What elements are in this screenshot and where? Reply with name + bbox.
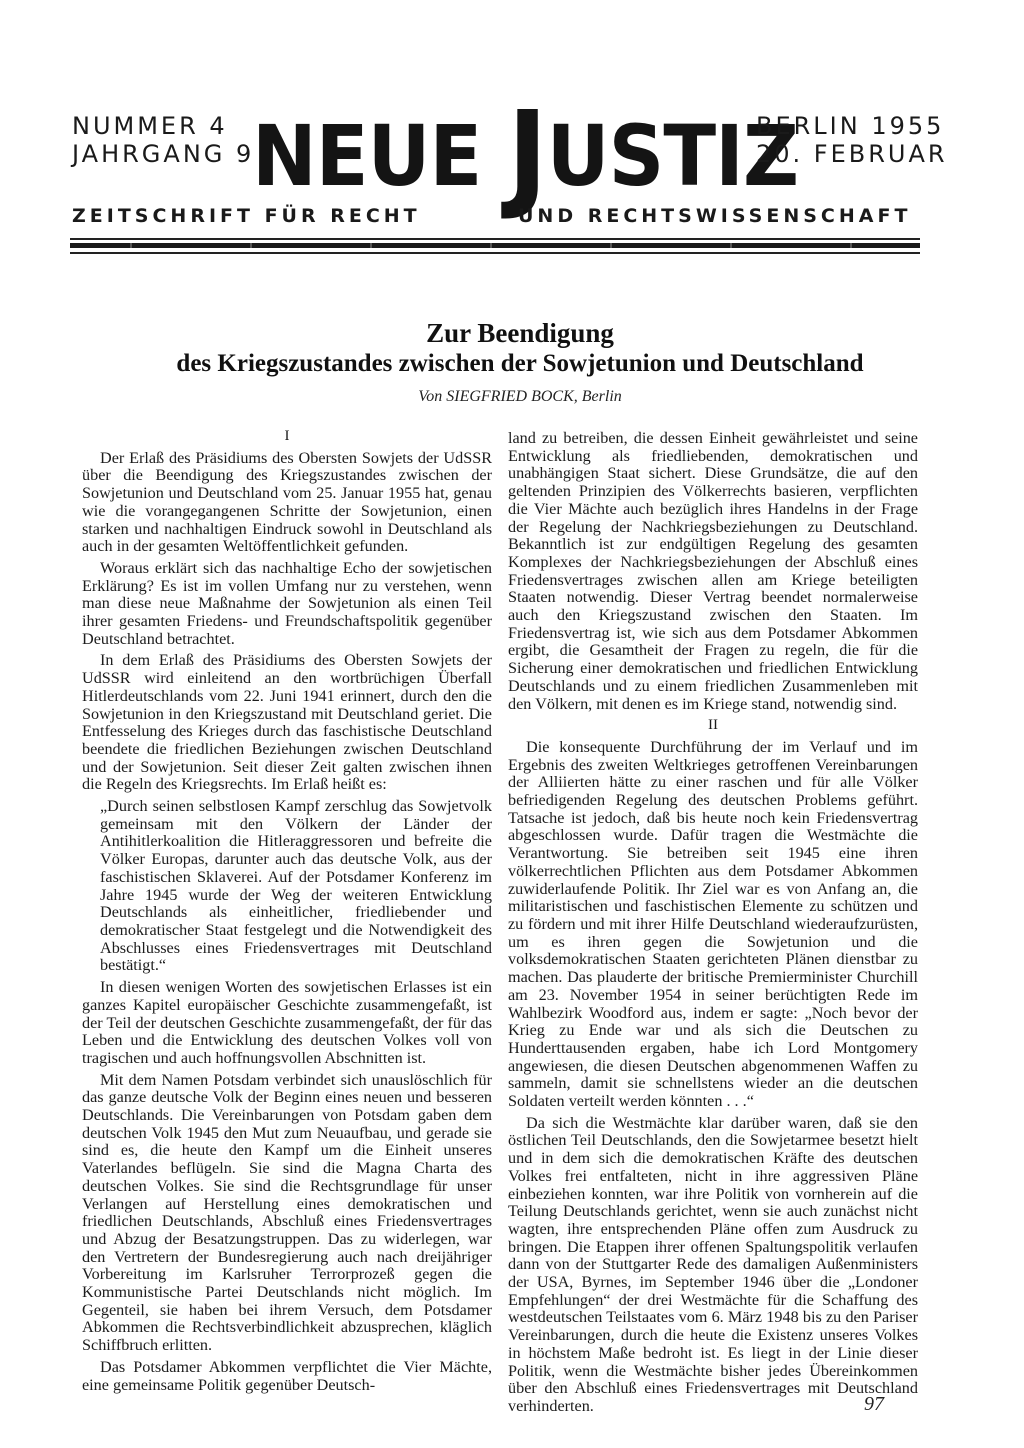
journal-subtitle-right: UND RECHTSWISSENSCHAFT <box>518 205 912 227</box>
issue-date: 20. FEBRUAR <box>756 140 948 168</box>
article-title-line1: Zur Beendigung <box>426 318 614 348</box>
logo-word-ustiz: USTIZ <box>546 107 799 205</box>
section-numeral-2: II <box>708 717 718 734</box>
masthead-rule-thin-lower <box>70 252 920 254</box>
paragraph: Da sich die Westmächte klar darüber waren, daß sie den östlichen Teil Deutschlands, den die Sowjetarmee besetzt hielt und in dem sich die demokratischen Kräfte des deutschen Volkes frei entfalteten, nicht in ihre aggressiven Pläne einbeziehen konnten, war ihre Politik von vornherein auf die Teilung Deutschlands gerichtet, wenn sie auch zunächst nicht wagten, ihre entsprechenden Pläne offen zum Ausdruck zu bringen. Die Etappen ihrer offenen Spaltungspolitik verlaufen dann von der Stuttgarter Rede des damaligen Außenministers der USA, Byrnes, im September 1946 über die „Londoner Empfehlungen“ der drei Westmächte für die Schaffung des westdeutschen Teilstaates vom 6. März 1948 bis zu den Pariser Vereinbarungen, durch die heute die Existenz unseres Volkes in höchstem Maße bedroht ist. Es liegt in der Linie dieser Politik, wenn die Westmächte bisher jedes Übereinkommen über den Abschluß eines Friedensvertrages mit Deutschland verhinderten. <box>508 1113 918 1415</box>
paragraph: Woraus erklärt sich das nachhaltige Echo der sowjetischen Erklärung? Es ist im vollen Umfang nur zu verstehen, wenn man diese neue Maßnahme der Sowjetunion als einen Teil ihrer gesamten Friedens- und Freundschaftspolitik gegenüber Deutschland betrachtet. <box>82 558 492 648</box>
masthead-rule-thin <box>70 238 920 240</box>
paragraph: Das Potsdamer Abkommen verpflichtet die Vier Mächte, eine gemeinsame Politik gegenüber Deutsch- <box>82 1357 492 1394</box>
paragraph: In dem Erlaß des Präsidiums des Obersten Sowjets der UdSSR wird einleitend an den wortbrüchigen Überfall Hitlerdeutschlands vom 22. Juni 1941 erinnert, durch den die Sowjetunion in den Kriegszustand mit Deutschland geriet. Die Entfesselung des Krieges durch das faschistische Deutschland beendete die friedlichen Beziehungen zwischen Deutschland und der Sowjetunion. Seit dieser Zeit galten zwischen ihnen die Regeln des Kriegsrechts. Im Erlaß heißt es: <box>82 651 492 794</box>
paragraph: Die konsequente Durchführung der im Verlauf und im Ergebnis des zweiten Weltkrieges getroffenen Vereinbarungen der Alliierten hätte zu einer raschen und für alle Völker befriedigenden Regelung des deutschen Problems geführt. Tatsache ist jedoch, daß bis heute noch kein Friedensvertrag abgeschlossen wurde. Dafür tragen die Westmächte die Verantwortung. Sie betreiben seit 1945 eine ihren völkerrechtlichen Pflichten aus dem Potsdamer Abkommen zuwiderlaufende Politik. Ihr Ziel war es von Anfang an, die militaristischen und faschistischen Elemente zu schützen und zu fördern und mit ihrer Hilfe Deutschland wiederaufzurüsten, um es ihren gegen die Sowjetunion und die volksdemokratischen Staaten gerichteten Plänen dienstbar zu machen. Das plauderte der britische Premierminister Churchill am 23. November 1954 in seiner berüchtigten Rede im Wahlbezirk Woodford aus, indem er sagte: „Noch bevor der Krieg zu Ende war und als sich die Deutschen zu Hunderttausenden ergaben, habe ich Lord Montgomery angewiesen, die diesen Deutschen abgenommenen Waffen zu sammeln, damit sie schnellstens wieder an die deutschen Soldaten verteilt werden könnten . . .“ <box>508 737 918 1111</box>
quotation: „Durch seinen selbstlosen Kampf zerschlug das Sowjetvolk gemeinsam mit den Völkern der Länder der Antihitlerkoalition die Hitleraggressoren und befreite die Völker Europas, darunter auch das deutsche Volk, aus der faschistischen Sklaverei. Auf der Potsdamer Konferenz im Jahre 1945 wurde der Weg der weiteren Entwicklung Deutschlands als einheitlicher, friedliebender und demokratischer Staat festgelegt und die Notwendigkeit des Abschlusses eines Friedensvertrages mit Deutschland bestätigt.“ <box>100 797 492 975</box>
place-date-info <box>756 112 948 168</box>
article-title-line2: des Kriegszustandes zwischen der Sowjetunion und Deutschland <box>176 350 864 377</box>
issue-info <box>72 112 254 168</box>
logo-word-neue: NEUE <box>252 107 508 205</box>
right-column <box>508 430 918 1420</box>
place-year: BERLIN 1955 <box>756 112 945 140</box>
page-number: 97 <box>864 1393 884 1415</box>
paragraph: Der Erlaß des Präsidiums des Obersten Sowjets der UdSSR über die Beendigung des Kriegszustandes zwischen der Sowjetunion und Deutschland vom 25. Januar 1955 hat, genau wie die vorangegangenen Schritte der Sowjetunion, einen starken und nachhaltigen Eindruck sowohl in Deutschland als auch in der gesamten Weltöffentlichkeit gefunden. <box>82 448 492 556</box>
issue-number: NUMMER 4 <box>72 112 228 140</box>
masthead-rule-thick <box>70 243 920 248</box>
volume-year: JAHRGANG 9 <box>72 140 255 168</box>
logo-letter-j: J <box>507 85 547 223</box>
article-byline: Von SIEGFRIED BOCK, Berlin <box>418 388 622 405</box>
paragraph: Mit dem Namen Potsdam verbindet sich unauslöschlich für das ganze deutsche Volk der Beginn eines neuen und besseren Deutschlands. Die Vereinbarungen von Potsdam gaben dem deutschen Volk 1945 den Mut zum Neuaufbau, und gerade sie sind es, die heute den Kampf um die Einheit unseres Vaterlandes beflügeln. Sie sind die Magna Charta des deutschen Volkes. Sie sind die Rechtsgrundlage für unser Verlangen auf Herstellung eines demokratischen und friedlichen Deutschlands, Abschluß eines Friedensvertrages und Abzug der Besatzungstruppen. Das zu widerlegen, war den Vertretern der Bundesregierung auch nach dreijähriger Vorbereitung im Karlsruher Terrorprozeß gegen die Kommunistische Partei Deutschlands nicht möglich. Im Gegenteil, sie haben bei ihrem Versuch, dem Potsdamer Abkommen die Rechtsverbindlichkeit abzusprechen, kläglich Schiffbruch erlitten. <box>82 1070 492 1355</box>
left-column <box>82 428 492 1398</box>
section-numeral-1: I <box>284 428 290 444</box>
journal-subtitle-left: ZEITSCHRIFT FÜR RECHT <box>72 205 421 227</box>
paragraph: In diesen wenigen Worten des sowjetischen Erlasses ist ein ganzes Kapitel europäischer Geschichte zusammengefaßt, ist der Teil der deutschen Geschichte zusammengefaßt, der für das Leben und die Entwicklung des deutschen Volkes voll von tragischen und auch hoffnungsvollen Abschnitten ist. <box>82 978 492 1067</box>
paragraph: land zu betreiben, die dessen Einheit gewährleistet und seine Entwicklung als friedliebenden, demokratischen und unabhängigen Staat sichert. Diese Grundsätze, die auf den geltenden Prinzipien des Völkerrechts basieren, verpflichten die Vier Mächte auch bezüglich ihres Handelns in der Frage der Regelung der Nachkriegsbeziehungen zu Deutschland. Bekanntlich ist zur endgültigen Regelung des gesamten Komplexes der Nachkriegsbeziehungen der Abschluß eines Friedensvertrages zwischen allen am Kriege beteiligten Staaten notwendig. Dieser Vertrag beendet normalerweise auch den Kriegszustand zwischen den Staaten. Im Friedensvertrag ist, wie sich aus dem Potsdamer Abkommen ergibt, die Gesamtheit der Fragen zu regeln, die für die Sicherung einer demokratischen und friedlichen Entwicklung Deutschlands und zu einem friedlichen Zusammenleben mit den Völkern, mit denen es im Kriege stand, notwendig sind. <box>508 429 918 713</box>
